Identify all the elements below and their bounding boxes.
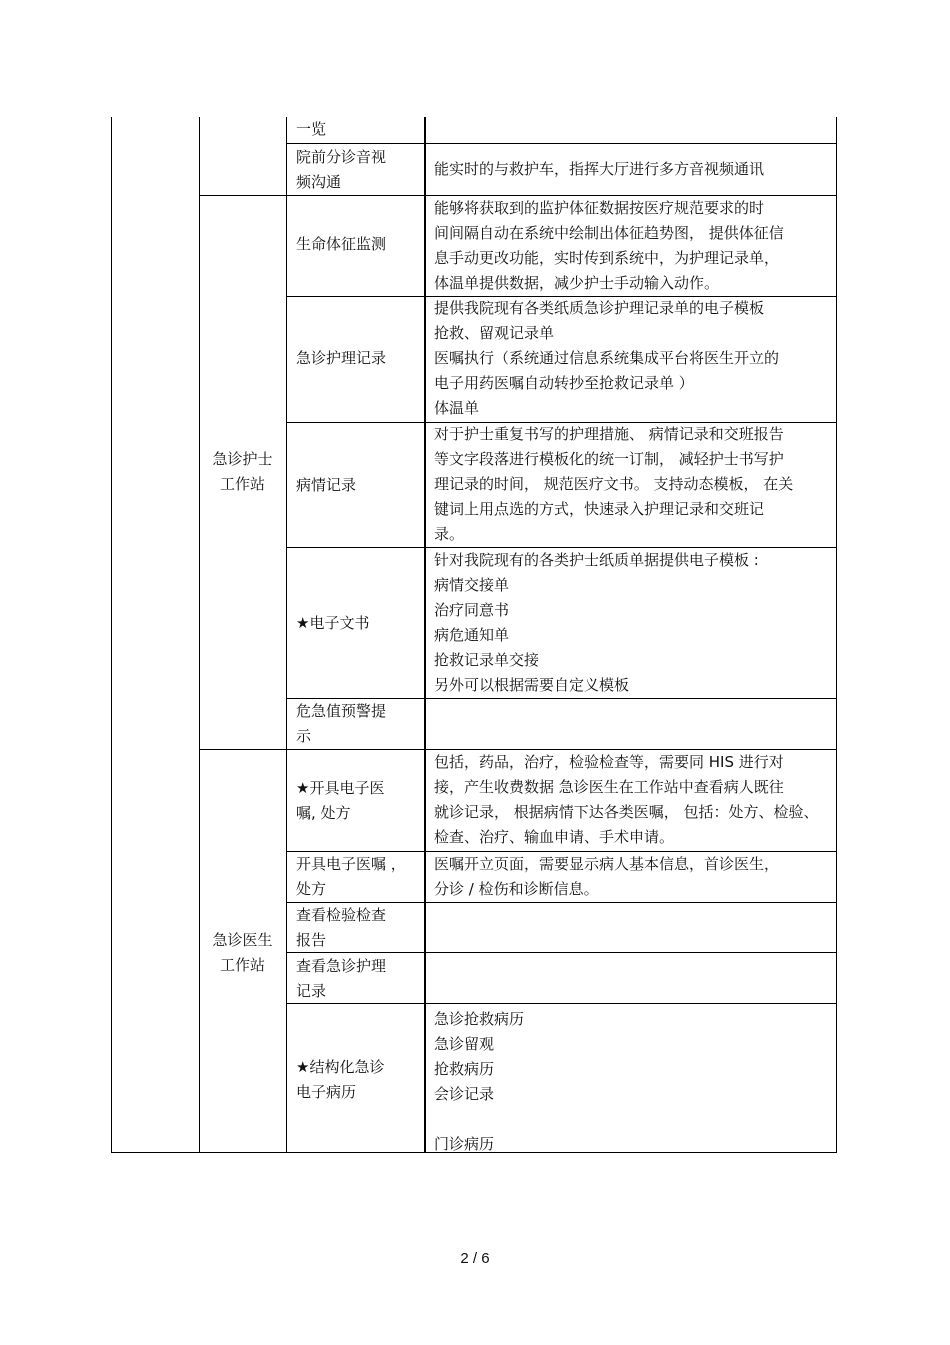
feature-name-cell xyxy=(296,954,386,1004)
feature-desc-cell xyxy=(434,750,819,850)
feature-desc-cell xyxy=(434,1007,524,1157)
feature-desc-line: 理记录的时间， 规范医疗文书。 支持动态模板， 在关 xyxy=(434,475,794,493)
group-label-line: 急诊护士 xyxy=(212,450,273,468)
feature-desc-line: 电子用药医嘱自动转抄至抢救记录单 ） xyxy=(434,374,694,392)
feature-desc-cell xyxy=(434,196,784,296)
feature-desc-cell xyxy=(434,422,793,547)
feature-name-cell xyxy=(296,611,369,636)
feature-name-line: 嘱, 处方 xyxy=(296,804,351,822)
feature-name-line: ★开具电子医 xyxy=(296,779,385,797)
feature-name-line: 示 xyxy=(296,727,312,745)
feature-name-cell xyxy=(296,232,386,257)
feature-name-line: ★电子文书 xyxy=(296,614,370,632)
feature-desc-line: 分诊 / 检伤和诊断信息。 xyxy=(434,880,599,898)
feature-desc-line: 医嘱开立页面，需要显示病人基本信息，首诊医生， xyxy=(434,855,780,873)
feature-name-line: 生命体征监测 xyxy=(296,235,387,253)
feature-desc-cell xyxy=(434,852,779,902)
feature-desc-line: 另外可以根据需要自定义模板 xyxy=(434,676,630,694)
feature-name-cell xyxy=(296,117,326,142)
feature-desc-line: 医嘱执行（系统通过信息系统集成平台将医生开立的 xyxy=(434,349,780,367)
feature-name-line: 一览 xyxy=(296,120,327,138)
feature-name-line: 病情记录 xyxy=(296,476,357,494)
feature-desc-line: 能够将获取到的监护体征数据按医疗规范要求的时 xyxy=(434,199,765,217)
feature-desc-line: 针对我院现有的各类护士纸质单据提供电子模板 : xyxy=(434,551,759,569)
feature-name-line: 电子病历 xyxy=(296,1083,357,1101)
table-col-divider-1 xyxy=(199,117,200,1153)
group-label-line: 工作站 xyxy=(219,956,265,974)
feature-name-line: 处方 xyxy=(296,880,327,898)
feature-desc-line: 对于护士重复书写的护理措施、 病情记录和交班报告 xyxy=(434,425,784,443)
table-col-divider-2 xyxy=(286,117,287,1153)
table-left-border xyxy=(111,117,112,1153)
feature-desc-line: 病危通知单 xyxy=(434,626,510,644)
feature-desc-line: 急诊抢救病历 xyxy=(434,1010,525,1028)
feature-desc-line: 息手动更改功能，实时传到系统中，为护理记录单， xyxy=(434,249,780,267)
feature-name-line: 查看检验检查 xyxy=(296,906,387,924)
feature-name-cell xyxy=(296,852,406,902)
feature-name-cell xyxy=(296,473,356,498)
feature-desc-line xyxy=(434,1107,524,1132)
feature-name-cell xyxy=(296,145,386,195)
feature-desc-line: 体温单提供数据，减少护士手动输入动作。 xyxy=(434,274,720,292)
feature-desc-line: 等文字段落进行模板化的统一订制， 减轻护士书写护 xyxy=(434,450,784,468)
feature-desc-line: 就诊记录， 根据病情下达各类医嘱， 包括：处方、检验、 xyxy=(434,803,819,821)
feature-name-line: 危急值预警提 xyxy=(296,702,387,720)
feature-name-cell xyxy=(296,776,384,826)
feature-desc-line: 会诊记录 xyxy=(434,1085,495,1103)
page-number: 2 / 6 xyxy=(460,1250,490,1267)
group-label-nurse-station xyxy=(199,447,286,497)
feature-name-cell xyxy=(296,1055,384,1105)
feature-desc-line: 急诊留观 xyxy=(434,1035,495,1053)
feature-desc-cell xyxy=(434,548,759,698)
feature-name-line: 频沟通 xyxy=(296,173,342,191)
feature-name-cell xyxy=(296,346,386,371)
feature-desc-line: 抢救记录单交接 xyxy=(434,651,540,669)
feature-desc-line: 抢救、留观记录单 xyxy=(434,324,555,342)
feature-desc-line: 检查、治疗、输血申请、手术申请。 xyxy=(434,828,675,846)
feature-name-line: 急诊护理记录 xyxy=(296,349,387,367)
group-label-line: 工作站 xyxy=(219,475,265,493)
feature-desc-line: 体温单 xyxy=(434,399,480,417)
row-separator xyxy=(286,143,837,144)
feature-desc-line: 提供我院现有各类纸质急诊护理记录单的电子模板 xyxy=(434,299,765,317)
feature-desc-cell xyxy=(434,157,764,182)
feature-name-line: 院前分诊音视 xyxy=(296,148,387,166)
feature-name-line: 查看急诊护理 xyxy=(296,957,387,975)
feature-name-cell xyxy=(296,699,386,749)
feature-desc-line: 能实时的与救护车，指挥大厅进行多方音视频通讯 xyxy=(434,160,765,178)
feature-name-line: 开具电子医嘱 ， xyxy=(296,855,406,873)
feature-desc-line: 病情交接单 xyxy=(434,576,510,594)
group-label-line: 急诊医生 xyxy=(212,931,273,949)
feature-desc-line: 包括，药品，治疗，检验检查等，需要同 HIS 进行对 xyxy=(434,753,784,771)
feature-desc-line: 接，产生收费数据 急诊医生在工作站中查看病人既往 xyxy=(434,778,784,796)
feature-name-cell xyxy=(296,903,386,953)
feature-desc-line: 抢救病历 xyxy=(434,1060,495,1078)
feature-desc-line: 治疗同意书 xyxy=(434,601,510,619)
feature-desc-line: 间间隔自动在系统中绘制出体征趋势图， 提供体征信 xyxy=(434,224,784,242)
feature-desc-line: 录。 xyxy=(434,525,465,543)
feature-name-line: 报告 xyxy=(296,931,327,949)
feature-desc-line: 键词上用点选的方式，快速录入护理记录和交班记 xyxy=(434,500,765,518)
feature-desc-cell xyxy=(434,296,779,421)
table-right-border xyxy=(836,117,837,1153)
table-col-divider-3 xyxy=(424,117,426,1153)
feature-name-line: ★结构化急诊 xyxy=(296,1058,385,1076)
group-label-doctor-station xyxy=(199,928,286,978)
feature-desc-line: 门诊病历 xyxy=(434,1135,495,1153)
feature-name-line: 记录 xyxy=(296,982,327,1000)
